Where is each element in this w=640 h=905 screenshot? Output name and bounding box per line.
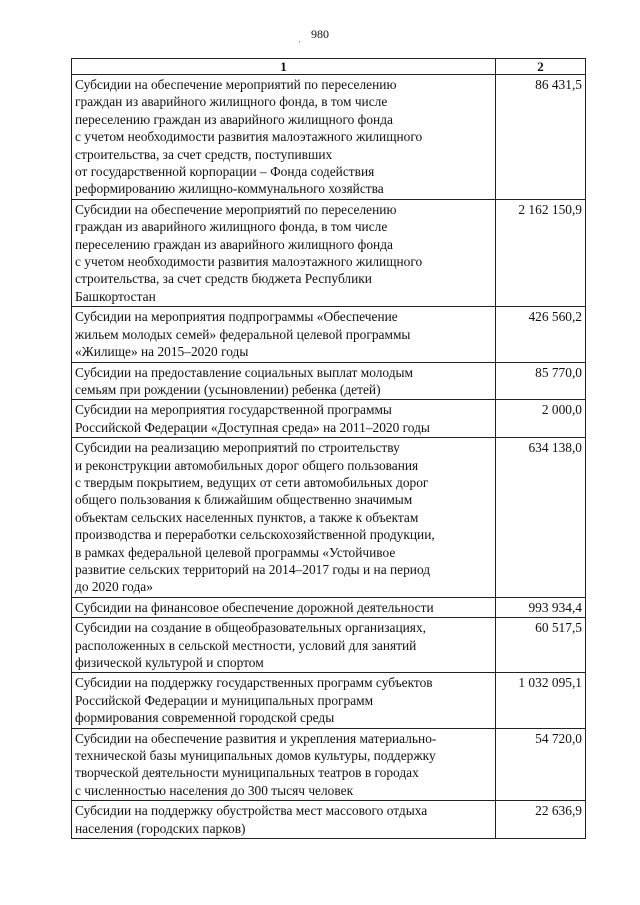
row-amount: 54 720,0 — [496, 728, 586, 801]
table-row — [72, 400, 586, 438]
row-description: Субсидии на реализацию мероприятий по строительству и реконструкции автомобильных дорог общего пользования с твердым покрытием, ведущих от сети автомобильных дорог общего пользования к ближайшим общественно значимым объектам сельских населенных пунктов, а также к объектам производства и переработки сельскохозяйственной продукции, в рамках федеральной целевой программы «Устойчивое развитие сельских территорий на 2014–2017 годы и на период до 2020 года» — [72, 438, 496, 598]
page-mark: ' — [299, 40, 301, 48]
column-header-amount: 2 — [496, 59, 586, 75]
row-amount: 1 032 095,1 — [496, 673, 586, 728]
row-description: Субсидии на поддержку обустройства мест массового отдыха населения (городских парков) — [72, 801, 496, 839]
table-row — [72, 307, 586, 362]
row-description: Субсидии на предоставление социальных выплат молодым семьям при рождении (усыновлении) ребенка (детей) — [72, 362, 496, 400]
row-description: Субсидии на поддержку государственных программ субъектов Российской Федерации и муниципальных программ формирования современной городской среды — [72, 673, 496, 728]
table-row — [72, 199, 586, 306]
row-amount: 426 560,2 — [496, 307, 586, 362]
table-row — [72, 362, 586, 400]
row-amount: 85 770,0 — [496, 362, 586, 400]
row-description: Субсидии на создание в общеобразовательных организациях, расположенных в сельской местности, условий для занятий физической культурой и спортом — [72, 618, 496, 673]
subsidies-table — [71, 58, 586, 839]
table-row — [72, 673, 586, 728]
row-amount: 2 162 150,9 — [496, 199, 586, 306]
table-row — [72, 75, 586, 200]
row-description: Субсидии на мероприятия государственной программы Российской Федерации «Доступная среда» на 2011–2020 годы — [72, 400, 496, 438]
table-row — [72, 597, 586, 617]
column-header-description: 1 — [72, 59, 496, 75]
row-description: Субсидии на мероприятия подпрограммы «Обеспечение жильем молодых семей» федеральной целевой программы «Жилище» на 2015–2020 годы — [72, 307, 496, 362]
row-description: Субсидии на финансовое обеспечение дорожной деятельности — [72, 597, 496, 617]
row-description: Субсидии на обеспечение мероприятий по переселению граждан из аварийного жилищного фонда, в том числе переселению граждан из аварийного жилищного фонда с учетом необходимости развития малоэтажного жилищного строительства, за счет средств бюджета Республики Башкортостан — [72, 199, 496, 306]
row-description: Субсидии на обеспечение мероприятий по переселению граждан из аварийного жилищного фонда, в том числе переселению граждан из аварийного жилищного фонда с учетом необходимости развития малоэтажного жилищного строительства, за счет средств, поступивших от государственной корпорации – Фонда содействия реформированию жилищно-коммунального хозяйства — [72, 75, 496, 200]
table-header-row — [72, 59, 586, 75]
row-amount: 993 934,4 — [496, 597, 586, 617]
page-number: 980 — [311, 27, 329, 41]
row-amount: 2 000,0 — [496, 400, 586, 438]
row-amount: 60 517,5 — [496, 618, 586, 673]
table-row — [72, 438, 586, 598]
table-row — [72, 618, 586, 673]
row-amount: 86 431,5 — [496, 75, 586, 200]
row-amount: 22 636,9 — [496, 801, 586, 839]
table-row — [72, 728, 586, 801]
table-row — [72, 801, 586, 839]
row-amount: 634 138,0 — [496, 438, 586, 598]
row-description: Субсидии на обеспечение развития и укрепления материально- технической базы муниципальных домов культуры, поддержку творческой деятельности муниципальных театров в городах с численностью населения до 300 тысяч человек — [72, 728, 496, 801]
